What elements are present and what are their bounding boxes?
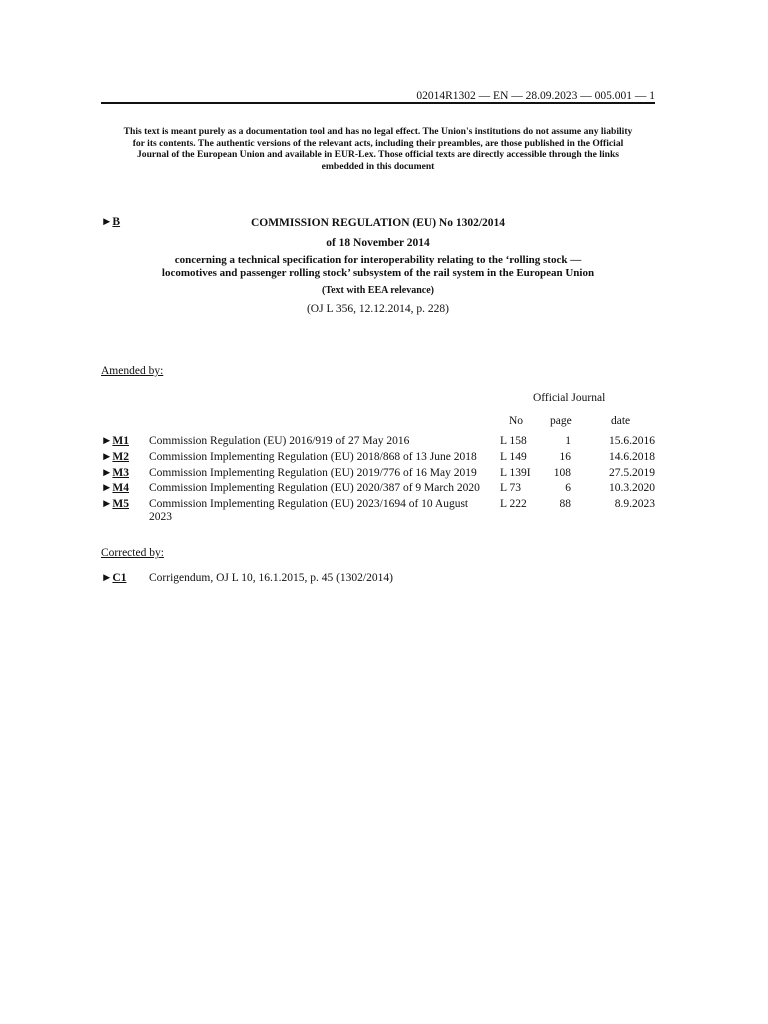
- amendment-description: Commission Implementing Regulation (EU) 2019/776 of 16 May 2019: [149, 467, 477, 479]
- corrected-by-label: Corrected by:: [101, 547, 164, 559]
- marker-code-link[interactable]: B: [112, 216, 121, 228]
- arrow-icon: ►: [101, 482, 113, 494]
- amendment-marker[interactable]: [101, 498, 129, 511]
- official-journal-heading: Official Journal: [533, 392, 606, 404]
- marker-code-link[interactable]: M2: [112, 451, 129, 463]
- arrow-icon: ►: [101, 451, 113, 463]
- amendment-marker[interactable]: [101, 482, 129, 495]
- oj-date: 8.9.2023: [614, 498, 655, 510]
- oj-page: 108: [553, 467, 571, 479]
- eea-relevance: (Text with EEA relevance): [322, 285, 434, 296]
- oj-page: 16: [559, 451, 571, 463]
- oj-date: 14.6.2018: [609, 451, 655, 463]
- marker-code-link[interactable]: M5: [112, 498, 129, 510]
- amendment-marker[interactable]: [101, 435, 129, 448]
- arrow-icon: ►: [101, 435, 113, 447]
- subject-line: concerning a technical specification for interoperability relating to the ‘rolling stock —: [174, 254, 582, 266]
- arrow-icon: ►: [101, 498, 113, 510]
- amendment-description: Commission Implementing Regulation (EU) 2020/387 of 9 March 2020: [149, 482, 480, 494]
- subject-line: locomotives and passenger rolling stock’ subsystem of the rail system in the European Union: [161, 266, 595, 279]
- amendment-description: Commission Regulation (EU) 2016/919 of 27 May 2016: [149, 435, 410, 447]
- arrow-icon: ►: [101, 467, 113, 479]
- oj-date: 10.3.2020: [609, 482, 655, 494]
- oj-page: 1: [565, 435, 571, 447]
- regulation-title: COMMISSION REGULATION (EU) No 1302/2014: [250, 217, 506, 229]
- corrigendum-marker[interactable]: [101, 572, 126, 585]
- regulation-date: of 18 November 2014: [326, 237, 430, 249]
- oj-reference: (OJ L 356, 12.12.2014, p. 228): [306, 303, 450, 315]
- marker-code-link[interactable]: C1: [112, 572, 127, 584]
- oj-number: L 222: [500, 498, 527, 510]
- amendment-marker[interactable]: [101, 451, 129, 464]
- arrow-icon: ►: [101, 216, 113, 228]
- column-header-date: date: [611, 415, 631, 427]
- oj-date: 27.5.2019: [609, 467, 655, 479]
- header-rule: [101, 102, 655, 104]
- oj-date: 15.6.2016: [609, 435, 655, 447]
- marker-code-link[interactable]: M1: [112, 435, 129, 447]
- oj-number: L 73: [500, 482, 521, 494]
- amendment-description: Commission Implementing Regulation (EU) 2023/1694 of 10 August 2023: [149, 498, 469, 523]
- document-reference: 02014R1302 — EN — 28.09.2023 — 005.001 — 1: [416, 90, 655, 102]
- disclaimer-line: This text is meant purely as a documentation tool and has no legal effect. The Union's institutions do not assume any liability: [123, 126, 633, 137]
- regulation-subject: [101, 254, 655, 279]
- disclaimer: [101, 126, 655, 172]
- column-header-page: page: [550, 415, 572, 427]
- oj-number: L 139I: [500, 467, 531, 479]
- amendment-marker[interactable]: [101, 467, 129, 480]
- amended-by-label: Amended by:: [101, 365, 164, 377]
- oj-page: 88: [559, 498, 571, 510]
- amendment-description: Commission Implementing Regulation (EU) 2018/868 of 13 June 2018: [149, 451, 477, 463]
- column-header-no: No: [509, 415, 524, 427]
- marker-code-link[interactable]: M4: [112, 482, 129, 494]
- arrow-icon: ►: [101, 572, 113, 584]
- disclaimer-line: for its contents. The authentic versions of the relevant acts, including their preambles, are those published in the Official: [132, 137, 624, 149]
- oj-page: 6: [565, 482, 571, 494]
- oj-number: L 158: [500, 435, 527, 447]
- disclaimer-line: Journal of the European Union and available in EUR-Lex. Those official texts are directly accessible through the links: [136, 149, 620, 160]
- oj-number: L 149: [500, 451, 527, 463]
- disclaimer-line: embedded in this document: [321, 160, 435, 172]
- marker-code-link[interactable]: M3: [112, 467, 129, 479]
- corrigendum-description: Corrigendum, OJ L 10, 16.1.2015, p. 45 (1302/2014): [149, 572, 393, 584]
